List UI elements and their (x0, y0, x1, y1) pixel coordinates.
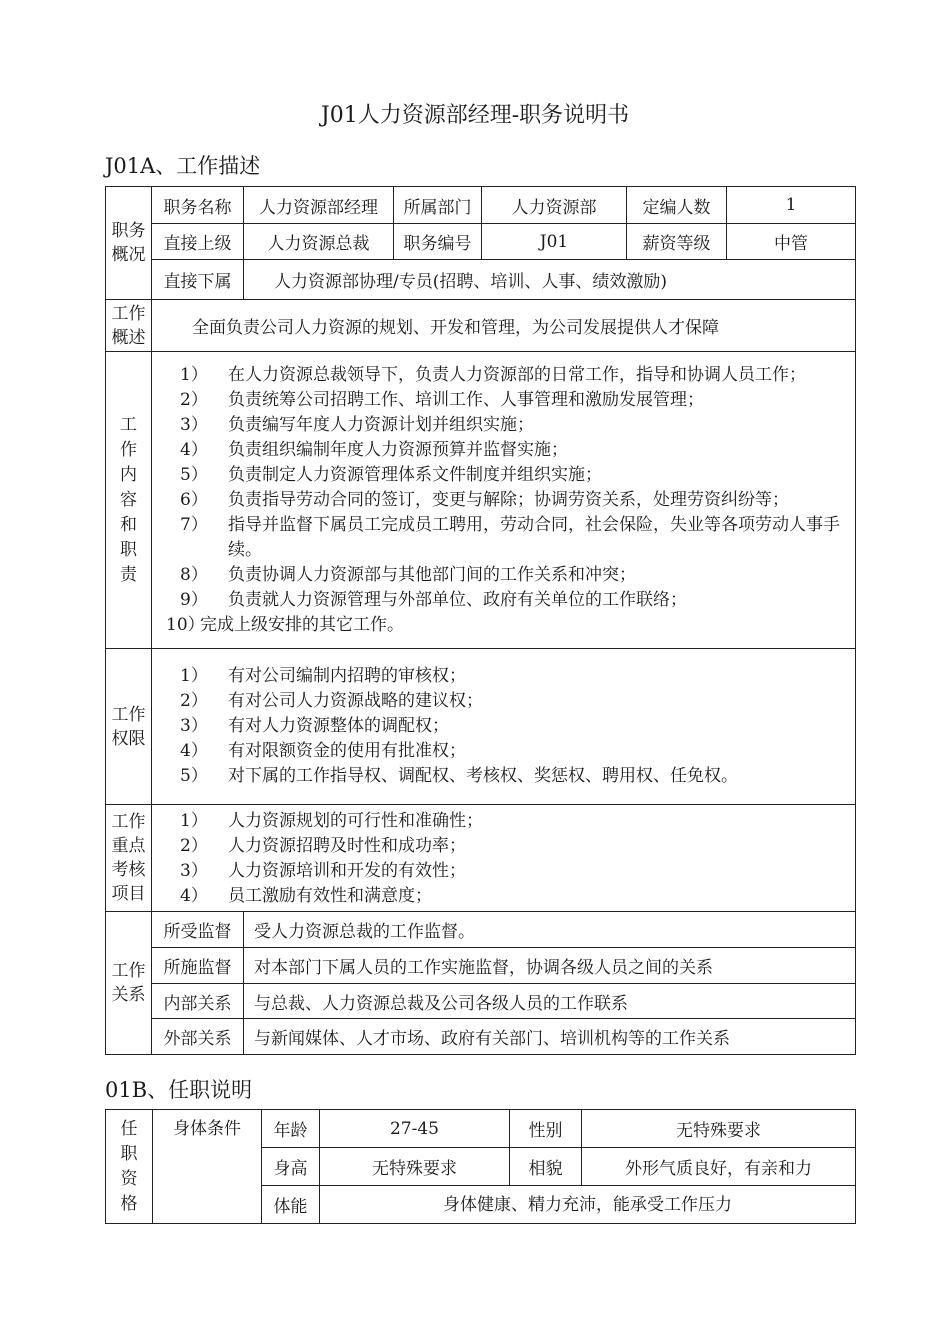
job-name-label: 职务名称 (152, 187, 244, 224)
job-code-label: 职务编号 (394, 224, 482, 260)
list-item: 6） 负责指导劳动合同的签订，变更与解除；协调劳资关系，处理劳资纠纷等； (180, 489, 789, 510)
authority-list (152, 649, 856, 805)
salary-grade-label: 薪资等级 (627, 224, 727, 260)
list-item: 8） 负责协调人力资源部与其他部门间的工作关系和冲突； (180, 564, 636, 585)
relation-value: 与总裁、人力资源总裁及公司各级人员的工作联系 (244, 984, 856, 1019)
relation-key: 所受监督 (152, 912, 244, 948)
list-item: 7） 指导并监督下属员工完成员工聘用，劳动合同，社会保险，失业等各项劳动人事手续。 (180, 514, 840, 560)
salary-grade-value: 中管 (727, 224, 856, 260)
summary-label: 工作概述 (106, 300, 152, 352)
list-item: 1） 有对公司编制内招聘的审核权； (180, 666, 466, 686)
relation-key: 所施监督 (152, 948, 244, 984)
gender-label: 性别 (510, 1110, 582, 1148)
list-item: 4） 员工激励有效性和满意度； (180, 886, 432, 906)
list-item: 2） 负责统筹公司招聘工作、培训工作、人事管理和激励发展管理； (180, 389, 704, 410)
subordinate-value: 人力资源部协理/专员(招聘、培训、人事、绩效激励) (244, 260, 856, 300)
physical-condition-label: 身体条件 (153, 1110, 262, 1224)
looks-value: 外形气质良好，有亲和力 (582, 1148, 856, 1186)
looks-label: 相貌 (510, 1148, 582, 1186)
fitness-label: 体能 (262, 1186, 320, 1224)
summary-text: 全面负责公司人力资源的规划、开发和管理，为公司发展提供人才保障 (152, 300, 856, 352)
list-item: 5） 对下属的工作指导权、调配权、考核权、奖惩权、聘用权、任免权。 (180, 766, 738, 786)
list-item: 3） 人力资源培训和开发的有效性； (180, 861, 466, 881)
kpi-list (152, 805, 856, 912)
overview-label: 职务概况 (106, 187, 152, 300)
list-item: 3） 负责编写年度人力资源计划并组织实施； (180, 414, 534, 435)
gender-value: 无特殊要求 (582, 1110, 856, 1148)
relation-key: 内部关系 (152, 984, 244, 1019)
age-value: 27-45 (320, 1110, 510, 1148)
relation-value: 对本部门下属人员的工作实施监督，协调各级人员之间的关系 (244, 948, 856, 984)
section-heading-b: 01B、任职说明 (105, 1078, 253, 1102)
age-label: 年龄 (262, 1110, 320, 1148)
job-code-value: J01 (482, 224, 627, 260)
subordinate-label: 直接下属 (152, 260, 244, 300)
list-item: 5） 负责制定人力资源管理体系文件制度并组织实施； (180, 464, 602, 485)
relation-value: 受人力资源总裁的工作监督。 (244, 912, 856, 948)
height-label: 身高 (262, 1148, 320, 1186)
authority-label: 工作权限 (106, 649, 152, 805)
list-item: 4） 负责组织编制年度人力资源预算并监督实施； (180, 439, 568, 460)
list-item: 3） 有对人力资源整体的调配权； (180, 716, 449, 736)
headcount-label: 定编人数 (627, 187, 727, 224)
qualification-label: 任职资格 (106, 1110, 153, 1224)
kpi-label: 工作重点考核项目 (106, 805, 152, 912)
list-item: 1） 在人力资源总裁领导下，负责人力资源部的日常工作，指导和协调人员工作； (180, 364, 806, 385)
superior-label: 直接上级 (152, 224, 244, 260)
list-item: 4） 有对限额资金的使用有批准权； (180, 741, 466, 761)
relation-value: 与新闻媒体、人才市场、政府有关部门、培训机构等的工作关系 (244, 1019, 856, 1055)
department-label: 所属部门 (394, 187, 482, 224)
headcount-value: 1 (727, 187, 856, 224)
list-item: 9） 负责就人力资源管理与外部单位、政府有关单位的工作联络； (180, 589, 687, 610)
duties-label: 工作内容和职责 (106, 352, 152, 649)
job-name-value: 人力资源部经理 (244, 187, 394, 224)
fitness-value: 身体健康、精力充沛，能承受工作压力 (320, 1186, 856, 1224)
job-description-table (105, 186, 856, 1055)
department-value: 人力资源部 (482, 187, 627, 224)
list-item: 2） 人力资源招聘及时性和成功率； (180, 836, 466, 856)
page-title: J01人力资源部经理-职务说明书 (320, 103, 630, 128)
relation-key: 外部关系 (152, 1019, 244, 1055)
list-item: 1） 人力资源规划的可行性和准确性； (180, 811, 483, 831)
section-heading-a: J01A、工作描述 (105, 154, 261, 178)
duties-list (152, 352, 856, 649)
list-item: 2） 有对公司人力资源战略的建议权； (180, 691, 483, 711)
height-value: 无特殊要求 (320, 1148, 510, 1186)
relations-label: 工作关系 (106, 912, 152, 1055)
superior-value: 人力资源总裁 (244, 224, 394, 260)
list-item: 10） 完成上级安排的其它工作。 (166, 614, 404, 635)
qualification-table (105, 1109, 856, 1224)
